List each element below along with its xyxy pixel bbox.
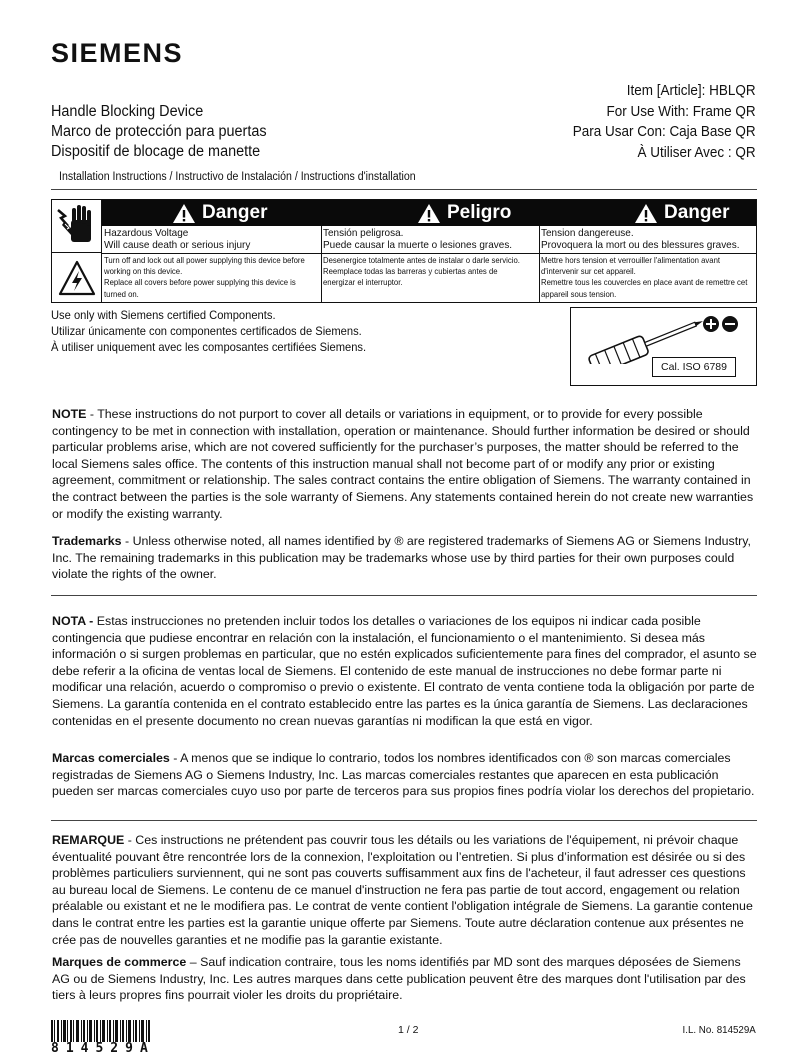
item-use-with: For Use With: Frame QR bbox=[606, 103, 756, 120]
title-en: Handle Blocking Device bbox=[51, 103, 204, 120]
warning-en-line1: Hazardous Voltage bbox=[104, 227, 189, 239]
title-es: Marco de protección para puertas bbox=[51, 123, 267, 140]
installation-instructions-bar bbox=[51, 168, 757, 190]
alert-triangle-icon bbox=[634, 203, 658, 224]
item-para-usar: Para Usar Con: Caja Base QR bbox=[573, 124, 756, 140]
warning-col-es bbox=[321, 226, 539, 302]
warning-fr-line2: Provoquera la mort ou des blessures graves. bbox=[541, 239, 740, 251]
trademarks-es: Marcas comerciales - A menos que se indique lo contrario, todos los nombres identificados con ® son marcas comerciales registradas de Siemens AG o Siemens Industry, Inc. Las marcas comerciales restantes que aparecen en esta publicación pueden ser marcas comerciales cuyo uso por parte de terceros para sus propios fines podría violar los derechos del propietario. bbox=[52, 751, 755, 799]
warning-es-line2: Puede causar la muerte o lesiones graves. bbox=[323, 239, 513, 251]
divider bbox=[51, 595, 757, 596]
plus-minus-screw-icon bbox=[701, 314, 741, 334]
installation-instructions-text: Installation Instructions / Instructivo de Instalación / Instructions d'installation bbox=[59, 171, 416, 183]
warning-col-en bbox=[102, 226, 321, 302]
warning-es-line1: Tensión peligrosa. bbox=[323, 227, 404, 239]
warning-col-fr bbox=[539, 226, 756, 302]
barcode-icon bbox=[51, 1020, 151, 1042]
note-fr: REMARQUE - Ces instructions ne prétendent pas couvrir tous les détails ou les variations de l'équipement, ni prévoir chaque éventualité pouvant être rencontrée lors de la connexion, l'exploitation ou l’entretien. Si plus d’information est désirée ou si des problèmes particuliers surviennent, qui ne sont pas couverts suffisamment aux fins de l'acheteur, il faut adresser ces questions au bureau local de Siemens. Le contenu de ce manuel d'instruction ne fera pas partie de tout accord, engagement ou relation préalable ou existant et ne le modifiera pas. Le contrat de vente contient l'obligation intégrale de Siemens. La garantie contenue dans le contrat entre les parties est la garantie unique offerte par Siemens. Toute autre déclaration contenue aux présentes ne crée pas de nouvelles garanties et ne modifie pas la garantie existante. bbox=[52, 833, 753, 947]
danger-heading-es: Peligro bbox=[417, 200, 511, 226]
siemens-logo: SIEMENS bbox=[51, 38, 184, 68]
item-info bbox=[573, 81, 756, 163]
title-fr: Dispositif de blocage de manette bbox=[51, 143, 261, 160]
warning-fr-details: Mettre hors tension et verrouiller l'alimentation avant d'intervenir sur cet appareil. Remettre tous les couvercles en place avant de remettre cet appareil sous tension. bbox=[541, 255, 748, 299]
warning-icon-column bbox=[52, 200, 102, 302]
alert-triangle-icon bbox=[417, 203, 441, 224]
warning-header-bar bbox=[102, 200, 756, 226]
trademarks-fr: Marques de commerce – Sauf indication contraire, tous les noms identifiés par MD sont des marques déposées de Siemens AG ou de Siemens Industry, Inc. Les autres marques dans cette publication peuvent être des marques dont l'utilisation par des tiers à leurs propres fins pourrait violer les droits du propriétaire. bbox=[52, 955, 746, 1003]
danger-heading-en: Danger bbox=[172, 200, 267, 226]
tool-requirement-box bbox=[570, 307, 757, 386]
electrical-hazard-icon bbox=[52, 254, 101, 302]
warning-es-details: Desenergice totalmente antes de instalar o darle servicio. Reemplace todas las barreras y cubiertas antes de energizar el interruptor. bbox=[323, 255, 520, 288]
danger-warning-label bbox=[51, 199, 757, 303]
hand-shock-icon bbox=[52, 200, 101, 253]
item-utiliser: À Utiliser Avec : QR bbox=[637, 144, 756, 161]
warning-fr-line1: Tension dangereuse. bbox=[541, 227, 634, 239]
il-number: I.L. No. 814529A bbox=[682, 1024, 756, 1036]
page-number: 1 / 2 bbox=[398, 1024, 419, 1036]
alert-triangle-icon bbox=[172, 203, 196, 224]
note-es: NOTA - Estas instrucciones no pretenden incluir todos los detalles o variaciones de los equipos ni indicar cada posible contingencia que pudiese encontrar en relación con la instalación, el funcionamiento o el mantenimiento. Si desea más información o si surgen problemas en particular, que no estén explicados suficientemente para fines del comprador, el asunto se debe referir a la oficina de ventas local de Siemens. El contenido de este manual de instrucciones no debe formar parte ni modificar una relación, acuerdo o compromiso o previo o existente. El contrato de venta contiene toda la obligación por parte de Siemens. La garantía contenida en el contrato establecido entre las partes es la única garantía de Siemens. Las declaraciones contenidas en el presente documento no crean nuevas garantías ni modifican la que está en vigor. bbox=[52, 614, 757, 728]
danger-heading-fr: Danger bbox=[634, 200, 729, 226]
warning-en-details: Turn off and lock out all power supplying this device before working on this device. Replace all covers before power supplying this device is turned on. bbox=[104, 255, 305, 299]
barcode-number: 814529A bbox=[51, 1041, 155, 1056]
certified-components-note: Use only with Siemens certified Components. Utilizar únicamente con componentes certificados de Siemens. À utiliser uniquement avec les composantes certifiées Siemens. bbox=[51, 308, 367, 354]
divider bbox=[51, 820, 757, 821]
trademarks-en: Trademarks - Unless otherwise noted, all names identified by ® are registered trademarks of Siemens AG or Siemens Industry, Inc. The remaining trademarks in this publication may be trademarks whose use by third parties for their own purposes could violate the rights of the owner. bbox=[52, 534, 751, 582]
note-en: NOTE - These instructions do not purport to cover all details or variations in equipment, or to provide for every possible contingency to be met in connection with installation, operation or maintenance. Should further information be desired or should particular problems arise, which are not covered sufficiently for the purchaser’s purposes, the matter should be referred to the local Siemens sales office. The contents of this instruction manual shall not become part of or modify any prior or existing agreement, commitment or relationship. The sales contract contains the entire obligation of Siemens. The warranty contained in the contract between the parties is the sole warranty of Siemens. Any statements contained herein do not create new warranties or modify the existing warranty. bbox=[52, 407, 754, 521]
warning-en-line2: Will cause death or serious injury bbox=[104, 239, 251, 251]
item-article: Item [Article]: HBLQR bbox=[627, 83, 756, 99]
product-titles bbox=[51, 102, 267, 162]
calibration-label: Cal. ISO 6789 bbox=[652, 357, 736, 377]
